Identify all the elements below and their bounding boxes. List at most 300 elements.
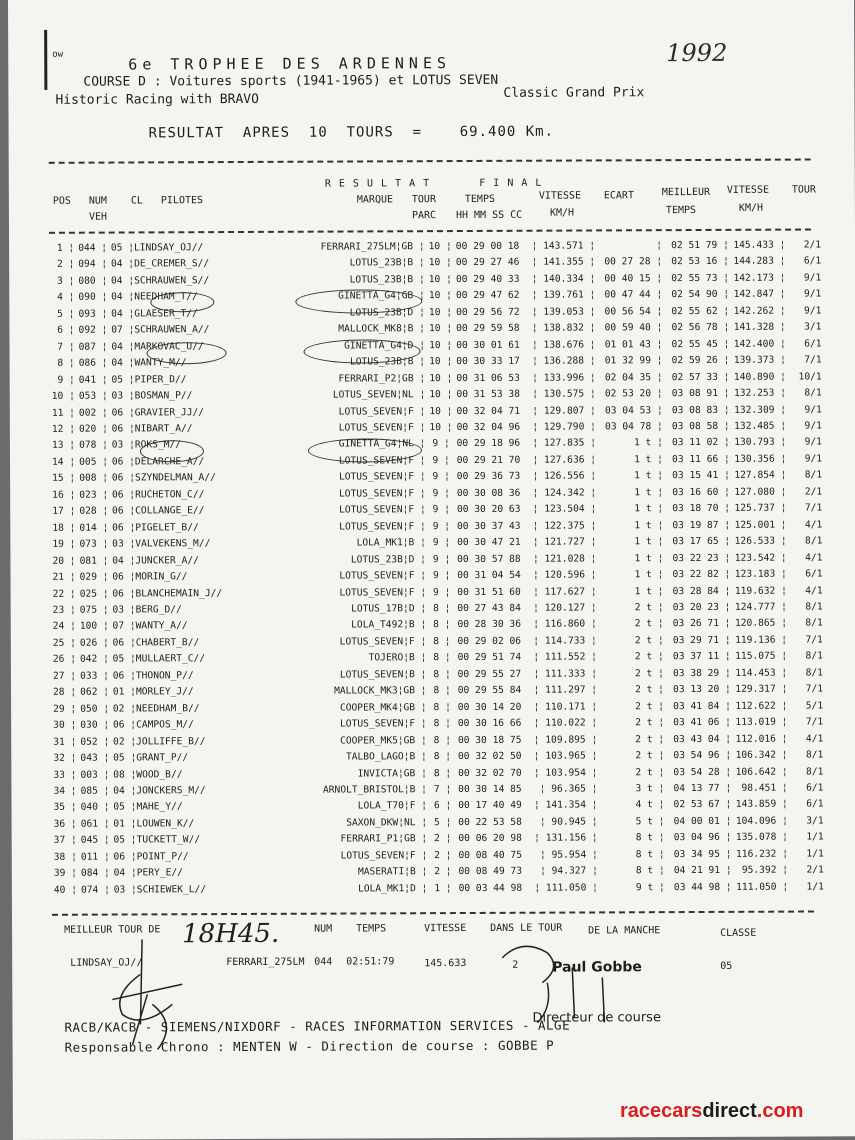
cell-vitesse: ¦ 96.365 ¦ xyxy=(539,783,598,795)
cell-pilote: LOUWEN_K// xyxy=(136,818,195,830)
cell-pilote: GRAVIER_JJ// xyxy=(134,406,205,418)
cell-meilleur: 03 54 96 ¦ xyxy=(673,749,732,762)
cell-vitesse: ¦ 127.636 ¦ xyxy=(532,454,597,466)
cell-tour: 6/1 xyxy=(806,782,824,794)
cell-tour: 3/1 xyxy=(804,321,822,333)
bestlap-header-num: NUM xyxy=(314,923,333,935)
handwritten-time: 18H45. xyxy=(182,918,280,950)
cell-pos: 40 ¦ xyxy=(53,884,78,896)
cell-num: 090 ¦ xyxy=(78,291,108,304)
cell-tours: 5 ¦ xyxy=(434,816,452,829)
cell-temps: 00 31 51 60 xyxy=(457,586,521,598)
cell-tour: 8/1 xyxy=(805,749,824,761)
cell-tours: 2 ¦ xyxy=(434,866,452,878)
cell-ecart: 00 59 40 ¦ xyxy=(604,322,663,334)
cell-pilote: NIBART_A// xyxy=(134,423,193,435)
cell-pos: 36 ¦ xyxy=(53,818,77,830)
cell-pos: 29 ¦ xyxy=(53,703,77,715)
cell-cl: 05 ¦ xyxy=(112,653,136,665)
cell-cl: 04 ¦ xyxy=(111,341,135,353)
cell-pilote: GLAESER_T// xyxy=(134,307,198,320)
cell-num: 030 ¦ xyxy=(80,719,110,731)
cell-marque: GINETTA_G4¦NL ¦ xyxy=(338,438,426,450)
cell-vit: 142.173 ¦ xyxy=(733,272,786,284)
cell-vit: 142.400 ¦ xyxy=(733,338,786,350)
cell-pilote: ROKS_M// xyxy=(134,439,182,451)
cell-tour: 8/1 xyxy=(805,601,823,613)
cell-marque: LOTUS_SEVEN¦F ¦ xyxy=(339,520,426,533)
cell-tour: 6/1 xyxy=(805,568,823,580)
cell-tours: 6 ¦ xyxy=(433,800,452,812)
cell-pos: 22 ¦ xyxy=(52,588,76,600)
cell-vitesse: ¦ 123.504 ¦ xyxy=(532,503,597,515)
cell-temps: 00 29 51 74 xyxy=(457,652,522,664)
watermark-logo xyxy=(620,1100,803,1123)
cell-tours: 8 ¦ xyxy=(433,619,451,631)
cell-temps: 00 32 04 71 xyxy=(456,405,521,417)
cell-pos: 14 ¦ xyxy=(51,456,76,468)
cell-cl: 06 ¦ xyxy=(111,423,135,435)
cell-tour: 1/1 xyxy=(806,848,824,860)
cell-meilleur: 03 17 65 ¦ xyxy=(672,536,731,548)
cell-meilleur: 03 15 41 ¦ xyxy=(672,470,730,482)
cell-num: 008 ¦ xyxy=(79,472,109,485)
cell-tours: 10 ¦ xyxy=(428,241,452,253)
cell-tours: 8 ¦ xyxy=(433,635,451,648)
handwritten-year: 1992 xyxy=(666,38,728,68)
cell-ecart: 2 t ¦ xyxy=(634,651,664,663)
cell-pilote: LINDSAY_OJ// xyxy=(133,242,204,254)
cell-vitesse: ¦ 111.050 ¦ xyxy=(534,882,598,894)
cell-vit: 135.078 ¦ xyxy=(735,831,788,844)
cell-marque: INVICTA¦GB ¦ xyxy=(357,767,427,779)
bestlap-num: 044 xyxy=(314,956,333,968)
cell-pilote: GRANT_P// xyxy=(136,752,189,764)
cell-ecart: 2 t ¦ xyxy=(635,733,665,745)
cell-tours: 10 ¦ xyxy=(429,389,453,401)
cell-vit: 143.859 ¦ xyxy=(735,799,788,811)
cell-meilleur: 03 22 82 ¦ xyxy=(672,568,731,581)
cell-vitesse: ¦ 111.297 ¦ xyxy=(533,684,598,696)
cell-tours: 8 ¦ xyxy=(433,701,451,713)
cell-tour: 8/1 xyxy=(805,667,823,679)
cell-marque: LOLA_T70¦F ¦ xyxy=(357,800,428,812)
cell-vit: 111.050 ¦ xyxy=(736,881,789,893)
cell-ecart: 00 56 54 ¦ xyxy=(604,305,663,318)
cell-tours: 8 ¦ xyxy=(433,685,451,697)
cell-ecart: 1 t ¦ xyxy=(634,519,664,531)
cell-vitesse: ¦ 103.954 ¦ xyxy=(533,766,598,779)
cell-num: 061 ¦ xyxy=(80,818,110,830)
cell-cl: 06 ¦ xyxy=(111,489,136,501)
cell-vit: 112.016 ¦ xyxy=(735,733,788,745)
cell-vitesse: ¦ 121.727 ¦ xyxy=(532,536,597,548)
cell-tours: 10 ¦ xyxy=(429,405,453,417)
bestlap-temps: 02:51:79 xyxy=(346,956,395,968)
cell-pos: 27 ¦ xyxy=(52,670,77,682)
cell-cl: 05 ¦ xyxy=(113,801,137,813)
cell-marque: MASERATI¦B ¦ xyxy=(357,866,428,878)
cell-ecart: 8 t ¦ xyxy=(635,832,665,844)
cell-num: 053 ¦ xyxy=(78,390,108,402)
cell-ecart: 1 t ¦ xyxy=(634,470,664,482)
cell-meilleur: 04 00 01 ¦ xyxy=(673,815,732,827)
cell-cl: 06 ¦ xyxy=(112,522,136,534)
cell-vit: 142.847 ¦ xyxy=(733,288,786,301)
cell-meilleur: 03 38 29 ¦ xyxy=(672,667,731,679)
cell-tour: 7/1 xyxy=(804,354,822,366)
cell-tours: 10 ¦ xyxy=(428,306,453,318)
cell-meilleur: 03 08 91 ¦ xyxy=(671,387,730,400)
cell-cl: 04 ¦ xyxy=(113,867,137,879)
cell-pilote: POINT_P// xyxy=(136,850,189,863)
cell-vitesse: ¦ 94.327 ¦ xyxy=(540,865,598,877)
cell-pos: 2 ¦ xyxy=(56,259,75,271)
cell-vit: 119.632 ¦ xyxy=(734,585,787,597)
cell-pilote: MAHE_Y// xyxy=(136,801,183,813)
cell-tours: 9 ¦ xyxy=(432,520,451,532)
cell-pilote: CHABERT_B// xyxy=(135,637,200,649)
course-title: COURSE D : Voitures sports (1941-1965) et LOTUS SEVEN xyxy=(83,72,499,90)
cell-num: 052 ¦ xyxy=(80,736,110,748)
cell-pilote: JONCKERS_M// xyxy=(136,785,206,797)
cell-ecart: 3 t ¦ xyxy=(635,783,665,795)
cell-meilleur: 02 53 16 ¦ xyxy=(671,256,729,268)
cell-temps: 00 32 04 96 xyxy=(456,421,521,434)
cell-tour: 9/1 xyxy=(804,420,822,432)
cell-tour: 3/1 xyxy=(806,815,824,827)
cell-meilleur: 03 18 70 ¦ xyxy=(672,503,731,515)
cell-temps: 00 32 02 70 xyxy=(458,767,522,779)
cell-cl: 05 ¦ xyxy=(113,834,137,846)
cell-pilote: NEEDHAM_B// xyxy=(135,702,200,715)
cell-vit: 140.890 ¦ xyxy=(733,371,786,383)
cell-vit: 120.865 ¦ xyxy=(734,618,788,630)
bestlap-header-dans: DANS LE TOUR xyxy=(490,922,563,934)
cell-meilleur: 04 13 77 ¦ xyxy=(673,782,732,795)
event-title: 6e TROPHEE DES ARDENNES xyxy=(128,54,452,74)
cell-num: 033 ¦ xyxy=(80,670,109,682)
cell-ecart: 2 t ¦ xyxy=(634,602,664,614)
cell-marque: LOTUS_SEVEN¦F ¦ xyxy=(339,636,427,648)
cell-vit: 123.183 ¦ xyxy=(734,568,787,580)
cell-meilleur: 03 20 23 ¦ xyxy=(672,601,731,614)
cell-marque: ARNOLT_BRISTOL¦B ¦ xyxy=(322,784,427,796)
divider xyxy=(49,158,811,163)
subtitle-right: Classic Grand Prix xyxy=(503,85,645,101)
cell-vitesse: ¦ 95.954 ¦ xyxy=(539,849,598,861)
header-marque: MARQUE xyxy=(356,194,394,206)
cell-temps: 00 29 18 96 xyxy=(456,438,521,450)
cell-vit: 127.854 ¦ xyxy=(734,469,787,482)
cell-ecart: 1 t ¦ xyxy=(634,486,664,499)
cell-marque: LOTUS_SEVEN¦F ¦ xyxy=(339,570,427,582)
cell-num: 025 ¦ xyxy=(79,588,109,600)
cell-cl: 06 ¦ xyxy=(111,456,135,468)
bestlap-vitesse: 145.633 xyxy=(424,958,467,970)
cell-vit: 95.392 ¦ xyxy=(741,864,789,877)
cell-vit: 127.080 ¦ xyxy=(734,486,787,498)
cell-vitesse: ¦ 126.556 ¦ xyxy=(532,470,597,483)
divider xyxy=(49,228,811,233)
cell-cl: 04 ¦ xyxy=(111,357,135,369)
cell-marque: FERRARI_P2¦GB ¦ xyxy=(338,372,426,385)
cell-vitesse: ¦ 139.761 ¦ xyxy=(531,289,596,302)
cell-ecart: 03 04 53 ¦ xyxy=(604,404,663,416)
cell-meilleur: 03 43 04 ¦ xyxy=(673,733,732,745)
cell-vit: 124.777 ¦ xyxy=(734,601,787,613)
cell-pilote: MORIN_G// xyxy=(135,571,188,583)
cell-vit: 144.283 ¦ xyxy=(733,256,786,268)
cell-num: 041 ¦ xyxy=(78,374,108,386)
cell-marque: MALLOCK_MK8¦B ¦ xyxy=(338,323,425,335)
cell-temps: 00 31 04 54 xyxy=(457,569,521,582)
cell-tour: 1/1 xyxy=(806,831,824,843)
cell-marque: LOTUS_23B¦D ¦ xyxy=(349,306,425,319)
cell-meilleur: 02 55 45 ¦ xyxy=(671,338,730,350)
cell-marque: LOLA_MK1¦D ¦ xyxy=(358,882,428,895)
cell-meilleur: 04 21 91 ¦ xyxy=(673,865,732,877)
cell-vit: 104.096 ¦ xyxy=(735,815,788,827)
cell-vitesse: ¦ 122.375 ¦ xyxy=(532,520,597,532)
cell-ecart: 2 t ¦ xyxy=(634,635,664,647)
cell-vitesse: ¦ 114.733 ¦ xyxy=(533,635,597,647)
cell-meilleur: 03 19 87 ¦ xyxy=(672,519,731,531)
cell-pos: 23 ¦ xyxy=(52,604,76,616)
cell-cl: 05 ¦ xyxy=(111,374,135,386)
cell-cl: 07 ¦ xyxy=(111,324,135,336)
cell-tours: 9 ¦ xyxy=(432,570,451,582)
cell-ecart: 1 t ¦ xyxy=(634,569,664,581)
cell-pos: 17 ¦ xyxy=(52,505,76,518)
header-temps: TEMPS xyxy=(464,193,496,206)
cell-tour: 9/1 xyxy=(803,288,822,300)
cell-tours: 1 ¦ xyxy=(434,882,452,894)
cell-pilote: SCHIEWEK_L// xyxy=(136,883,207,896)
cell-tour: 5/1 xyxy=(805,700,824,712)
cell-tours: 10 ¦ xyxy=(429,339,453,351)
cell-marque: LOTUS_SEVEN¦F ¦ xyxy=(338,471,426,483)
cell-vit: 106.342 ¦ xyxy=(735,749,788,761)
cell-pilote: DE_CREMER_S// xyxy=(134,258,210,270)
cell-cl: 03 ¦ xyxy=(113,884,137,896)
cell-num: 062 ¦ xyxy=(80,686,110,698)
director-stamp-title: Directeur de course xyxy=(532,1010,661,1026)
cell-num: 029 ¦ xyxy=(79,571,109,583)
cell-temps: 00 27 43 84 xyxy=(457,602,521,615)
cell-ecart: 8 t ¦ xyxy=(635,865,665,877)
cell-meilleur: 02 57 33 ¦ xyxy=(671,371,730,383)
cell-cl: 03 ¦ xyxy=(111,439,135,451)
cell-tours: 2 ¦ xyxy=(434,849,452,861)
cell-temps: 00 08 40 75 xyxy=(458,849,523,861)
cell-ecart: 02 04 35 ¦ xyxy=(604,371,663,384)
cell-ecart: 2 t ¦ xyxy=(634,618,664,630)
cell-cl: 06 ¦ xyxy=(112,637,136,649)
cell-pilote: BLANCHEMAIN_J// xyxy=(135,587,223,599)
cell-vitesse: ¦ 140.334 ¦ xyxy=(531,273,596,285)
cell-pos: 25 ¦ xyxy=(52,637,76,649)
cell-marque: LOLA_MK1¦B ¦ xyxy=(356,537,426,549)
cell-num: 011 ¦ xyxy=(80,851,110,863)
column-group-header: R E S U L T A T F I N A L xyxy=(324,177,543,190)
cell-vit: 116.232 ¦ xyxy=(735,848,789,860)
cell-num: 045 ¦ xyxy=(80,834,110,847)
director-stamp-name: Paul Gobbe xyxy=(552,959,642,976)
cell-vitesse: ¦ 120.127 ¦ xyxy=(533,602,597,614)
cell-vitesse: ¦ 141.354 ¦ xyxy=(533,799,598,812)
cell-pos: 15 ¦ xyxy=(52,473,76,485)
cell-marque: FERRARI_P1¦GB ¦ xyxy=(340,833,428,845)
header-num: NUM xyxy=(88,195,107,207)
cell-vit: 119.136 ¦ xyxy=(735,634,788,646)
cell-temps: 00 30 20 63 xyxy=(456,504,521,516)
cell-meilleur: 03 11 66 ¦ xyxy=(672,453,730,465)
cell-vit: 129.317 ¦ xyxy=(735,683,788,696)
bestlap-header-label: MEILLEUR TOUR DE xyxy=(64,924,161,936)
header-vitesse2: VITESSE xyxy=(726,184,770,196)
cell-pos: 34 ¦ xyxy=(53,785,77,797)
cell-pilote: BOSMAN_P// xyxy=(134,390,193,402)
bestlap-classe: 05 xyxy=(720,960,733,972)
cell-meilleur: 03 26 71 ¦ xyxy=(672,618,731,630)
cell-vitesse: ¦ 129.807 ¦ xyxy=(532,404,596,417)
cell-pos: 39 ¦ xyxy=(53,867,77,880)
cell-tours: 8 ¦ xyxy=(433,718,451,730)
cell-ecart: 1 t ¦ xyxy=(634,503,664,515)
cell-num: 014 ¦ xyxy=(79,522,109,534)
bestlap-header-vitesse: VITESSE xyxy=(424,923,467,935)
cell-vit: 132.309 ¦ xyxy=(734,404,787,416)
cell-tours: 9 ¦ xyxy=(432,504,451,516)
cell-temps: 00 29 59 58 xyxy=(456,323,520,335)
cell-cl: 02 ¦ xyxy=(113,736,137,748)
cell-temps: 00 29 27 46 xyxy=(455,257,520,269)
cell-pilote: RUCHETON_C// xyxy=(135,488,205,501)
cell-vitesse: ¦ 138.676 ¦ xyxy=(531,339,596,351)
cell-ecart: 2 t ¦ xyxy=(635,684,664,696)
cell-vit: 113.019 ¦ xyxy=(735,716,788,728)
cell-vit: 126.533 ¦ xyxy=(734,535,787,547)
header-meilleur-sub: TEMPS xyxy=(665,204,697,217)
cell-vit: 106.642 ¦ xyxy=(735,766,788,778)
cell-marque: LOTUS_23B¦B ¦ xyxy=(349,274,425,286)
cell-ecart: 1 t ¦ xyxy=(634,454,663,466)
cell-temps: 00 32 02 50 xyxy=(457,750,522,763)
cell-pos: 4 ¦ xyxy=(57,292,75,304)
cell-cl: 06 ¦ xyxy=(111,472,136,484)
cell-num: 044 ¦ xyxy=(78,242,108,254)
cell-temps: 00 08 49 73 xyxy=(458,865,523,878)
footer-line-2: Responsable Chrono : MENTEN W - Direction de course : GOBBE P xyxy=(64,1037,555,1055)
cell-marque: LOTUS_SEVEN¦NL ¦ xyxy=(332,389,426,401)
cell-marque: LOTUS_SEVEN¦F ¦ xyxy=(338,487,426,500)
cell-meilleur: 03 11 02 ¦ xyxy=(671,437,730,449)
cell-meilleur: 02 56 78 ¦ xyxy=(671,322,730,334)
cell-vit: 145.433 ¦ xyxy=(733,239,786,251)
cell-pilote: WANTY_M// xyxy=(134,357,187,369)
cell-tours: 8 ¦ xyxy=(433,652,451,664)
cell-marque: LOTUS_17B¦D ¦ xyxy=(351,603,427,615)
cell-meilleur: 03 22 23 ¦ xyxy=(672,552,731,564)
header-vitesse: VITESSE xyxy=(538,190,582,202)
cell-tour: 7/1 xyxy=(804,502,823,514)
cell-tours: 2 ¦ xyxy=(434,833,452,845)
cell-meilleur: 02 51 79 ¦ xyxy=(671,239,729,252)
cell-ecart: 2 t ¦ xyxy=(635,700,665,712)
cell-tours: 10 ¦ xyxy=(429,356,453,368)
cell-num: 073 ¦ xyxy=(79,538,109,550)
cell-temps: 00 29 21 70 xyxy=(456,454,521,466)
subtitle-left: Historic Racing with BRAVO xyxy=(55,91,259,108)
cell-vit: 114.453 ¦ xyxy=(735,667,788,679)
cell-tour: 7/1 xyxy=(805,683,824,695)
cell-vitesse: ¦ 127.835 ¦ xyxy=(532,437,596,450)
cell-vitesse: ¦ 130.575 ¦ xyxy=(532,388,596,400)
cell-pos: 20 ¦ xyxy=(52,555,76,567)
cell-tours: 9 ¦ xyxy=(432,471,450,483)
cell-num: 020 ¦ xyxy=(78,423,108,435)
cell-tour: 9/1 xyxy=(804,436,822,448)
cell-vitesse: ¦ 90.945 ¦ xyxy=(539,816,598,828)
cell-meilleur: 02 55 73 ¦ xyxy=(671,272,730,285)
cell-tours: 8 ¦ xyxy=(433,603,451,615)
cell-tour: 9/1 xyxy=(804,403,822,416)
cell-meilleur: 03 41 84 ¦ xyxy=(673,700,731,712)
cell-vit: 141.328 ¦ xyxy=(733,321,786,334)
cell-vitesse: ¦ 139.053 ¦ xyxy=(531,306,596,318)
bestlap-tour: 2 xyxy=(512,959,519,971)
cell-cl: 01 ¦ xyxy=(112,686,136,698)
cell-num: 042 ¦ xyxy=(79,653,109,666)
cell-cl: 05 ¦ xyxy=(113,752,137,764)
bestlap-pilote: LINDSAY_OJ// xyxy=(70,957,143,969)
cell-pilote: JOLLIFFE_B// xyxy=(136,735,206,748)
cell-pilote: DELARCHE_A// xyxy=(134,456,205,468)
header-parc: PARC xyxy=(411,210,437,222)
cell-temps: 00 30 18 75 xyxy=(457,734,522,746)
cell-ecart: 1 t ¦ xyxy=(634,552,664,564)
cell-ecart: 00 47 44 ¦ xyxy=(604,289,663,301)
cell-tour: 2/1 xyxy=(803,239,822,251)
cell-tour: 1/1 xyxy=(806,881,824,893)
cell-cl: 05 ¦ xyxy=(110,242,135,254)
results-sheet xyxy=(8,0,855,1140)
cell-num: 026 ¦ xyxy=(79,637,109,649)
cell-pos: 10 ¦ xyxy=(51,390,75,402)
cell-tour: 7/1 xyxy=(805,716,824,728)
cell-tours: 10 ¦ xyxy=(429,422,453,434)
cell-ecart: 9 t ¦ xyxy=(635,881,665,893)
cell-tour: 9/1 xyxy=(804,305,822,317)
cell-vitesse: ¦ 138.832 ¦ xyxy=(531,322,596,334)
cell-marque: LOTUS_SEVEN¦F ¦ xyxy=(338,422,426,434)
header-pos: POS xyxy=(52,195,71,207)
cell-ecart: 2 t ¦ xyxy=(635,750,665,762)
cell-pos: 33 ¦ xyxy=(53,769,77,781)
cell-num: 023 ¦ xyxy=(79,489,109,501)
cell-cl: 04 ¦ xyxy=(113,785,137,797)
cell-vitesse: ¦ 120.596 ¦ xyxy=(532,569,597,581)
cell-ecart: ¦ xyxy=(656,240,663,252)
table-row xyxy=(54,879,824,899)
cell-pos: 11 ¦ xyxy=(51,407,75,419)
cell-pos: 30 ¦ xyxy=(53,719,77,731)
cell-temps: 00 31 06 53 xyxy=(456,372,520,384)
cell-meilleur: 03 44 98 ¦ xyxy=(673,881,732,893)
cell-cl: 04 ¦ xyxy=(112,555,136,567)
cell-cl: 06 ¦ xyxy=(113,851,137,863)
